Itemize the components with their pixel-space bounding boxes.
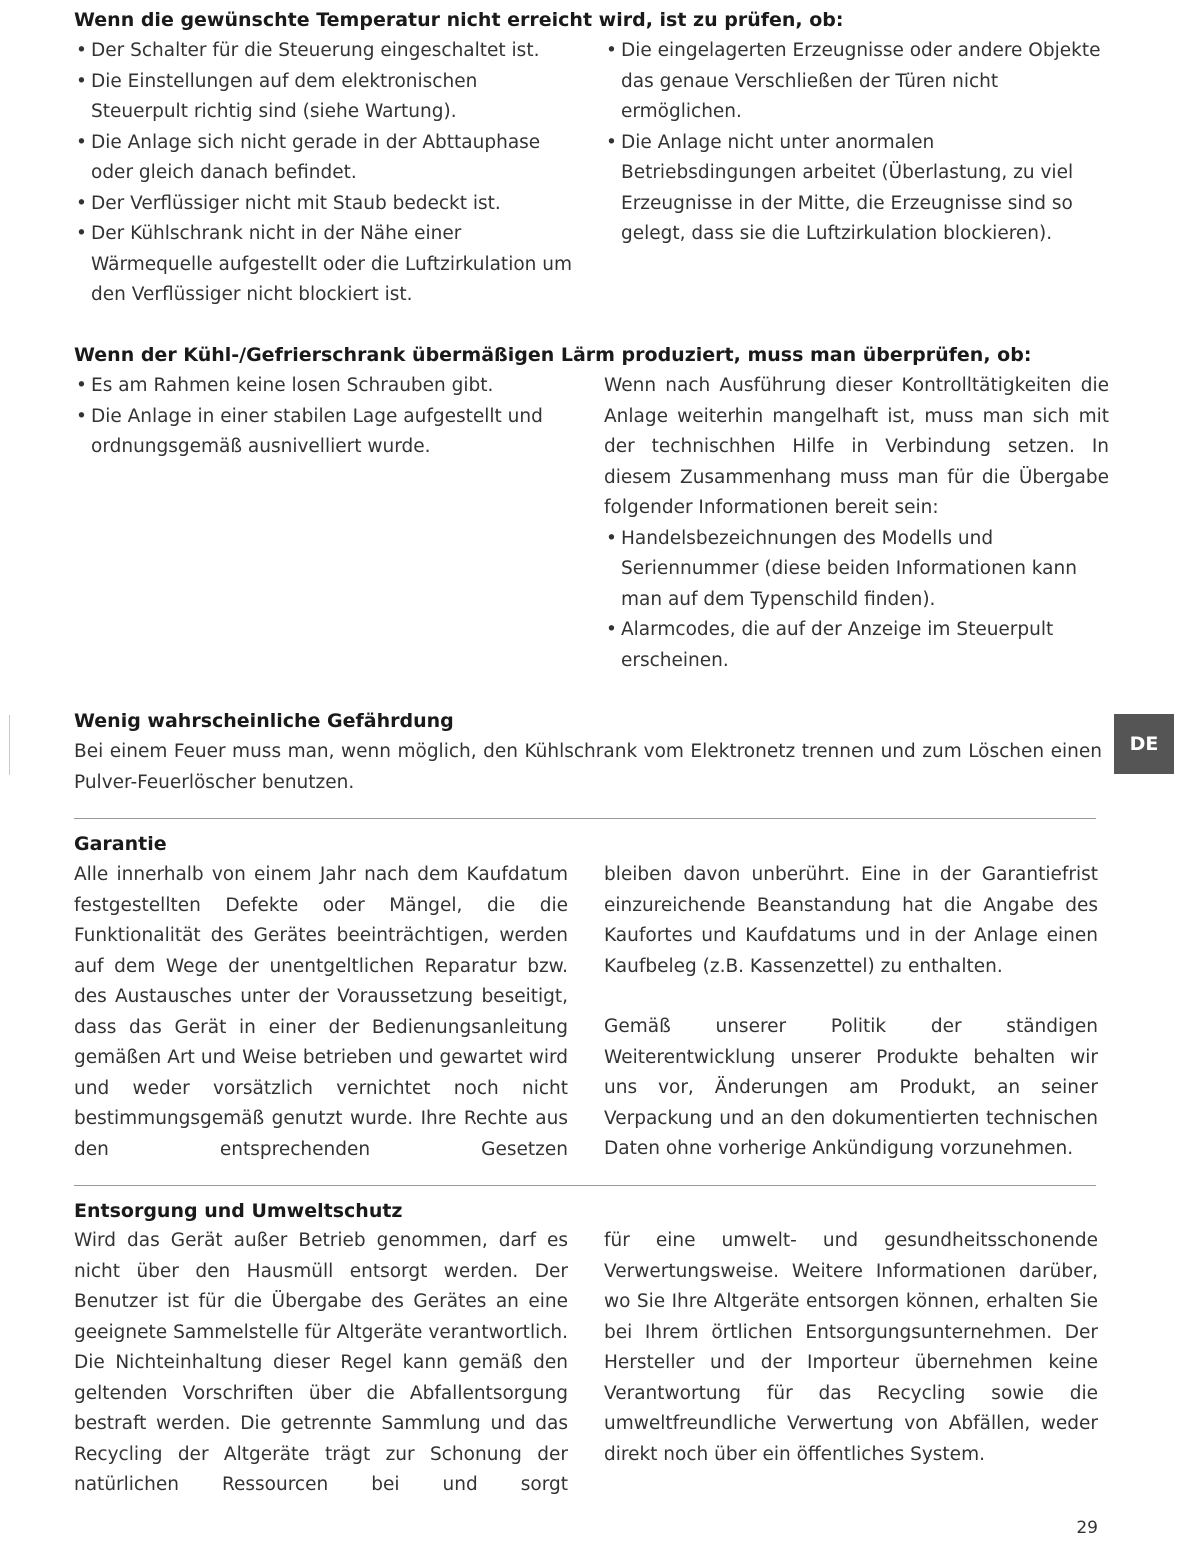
list-item: • Die Einstellungen auf dem elektronischen Steuerpult richtig sind (siehe Wartung). — [74, 67, 574, 128]
list-item: • Alarmcodes, die auf der Anzeige im Steuerpult erscheinen. — [604, 615, 1109, 676]
divider — [74, 818, 1096, 819]
heading-noise: Wenn der Kühl-/Gefrierschrank übermäßigen Lärm produziert, muss man überprüfen, ob: — [74, 344, 1032, 366]
warranty-policy-paragraph: Gemäß unserer Politik der ständigen Weiterentwicklung unserer Produkte behalten wir uns vor, Änderungen am Produkt, an seiner Verpackung und an den dokumentierten technischen Daten ohne vorherige Ankündigung vorzunehmen. — [604, 1016, 1098, 1159]
disposal-text-left: Wird das Gerät außer Betrieb genommen, darf es nicht über den Hausmüll entsorgt werden. Der Benutzer ist für die Übergabe des Gerätes an eine geeignete Sammelstelle für Altgeräte verantwortlich. Die Nichteinhaltung dieser Regel kann gemäß den geltenden Vorschriften über die Abfallentsorgung bestraft werden. Die getrennte Sammlung und das Recycling der Altgeräte trägt zur Schonung der natürlichen Ressourcen bei und sorgt — [74, 1230, 568, 1495]
margin-marker — [9, 715, 10, 775]
warranty-claim-paragraph: bleiben davon unberührt. Eine in der Garantiefrist einzureichende Beanstandung hat die Angabe des Kaufortes und Kaufdatums und in der Anlage einen Kaufbeleg (z.B. Kassenzettel) zu enthalten. — [604, 864, 1098, 977]
list-item: • Die Anlage nicht unter anormalen Betriebsdingungen arbeitet (Überlastung, zu viel Erzeugnisse in der Mitte, die Erzeugnisse sind so gelegt, dass sie die Luftzirkulation blockieren). — [604, 128, 1109, 250]
warranty-text-left: Alle innerhalb von einem Jahr nach dem Kaufdatum festgestellten Defekte oder Mängel, die die Funktionalität des Gerätes beeinträchtigen, werden auf dem Wege der unentgeltlichen Reparatur bzw. des Austausches unter der Voraussetzung beseitigt, dass das Gerät in einer der Bedienungsanleitung gemäßen Art und Weise betrieben und gewartet wird und weder vorsätzlich vernichtet noch nicht bestimmungsgemäß genutzt wurde. Ihre Rechte aus den entsprechenden Gesetzen — [74, 864, 568, 1160]
warranty-text-right — [604, 860, 1098, 1165]
heading-temperature: Wenn die gewünschte Temperatur nicht erreicht wird, ist zu prüfen, ob: — [74, 9, 844, 31]
list-item: • Die eingelagerten Erzeugnisse oder andere Objekte das genaue Verschließen der Türen nicht ermöglichen. — [604, 36, 1109, 128]
list-item: • Es am Rahmen keine losen Schrauben gibt. — [74, 371, 574, 402]
heading-warranty: Garantie — [74, 833, 167, 855]
temperature-checklist-right — [604, 36, 1109, 250]
temperature-checklist-left — [74, 36, 574, 311]
list-item: • Der Verflüssiger nicht mit Staub bedeckt ist. — [74, 189, 574, 220]
language-tab: DE — [1114, 714, 1174, 774]
service-info-list — [604, 524, 1109, 677]
list-item: • Der Kühlschrank nicht in der Nähe einer Wärmequelle aufgestellt oder die Luftzirkulation um den Verflüssiger nicht blockiert ist. — [74, 219, 574, 311]
list-item: • Der Schalter für die Steuerung eingeschaltet ist. — [74, 36, 574, 67]
list-item: • Die Anlage in einer stabilen Lage aufgestellt und ordnungsgemäß ausnivelliert wurde. — [74, 402, 574, 463]
disposal-text-right: für eine umwelt- und gesundheitsschonende Verwertungsweise. Weitere Informationen darüber, wo Sie Ihre Altgeräte entsorgen können, erhalten Sie bei Ihrem örtlichen Entsorgungsunternehmen. Der Hersteller und der Importeur übernehmen keine Verantwortung für das Recycling sowie die umweltfreundliche Verwertung von Abfällen, weder direkt noch über ein öffentliches System. — [604, 1230, 1098, 1465]
divider — [74, 1185, 1096, 1186]
page-number: 29 — [1076, 1518, 1098, 1538]
noise-checklist-left — [74, 371, 574, 463]
noise-right-column — [604, 371, 1109, 676]
list-item: • Die Anlage sich nicht gerade in der Abttauphase oder gleich danach befindet. — [74, 128, 574, 189]
hazard-paragraph: Bei einem Feuer muss man, wenn möglich, den Kühlschrank vom Elektronetz trennen und zum Löschen einen Pulver-Feuerlöscher benutzen. — [74, 741, 1102, 793]
heading-disposal: Entsorgung und Umweltschutz — [74, 1200, 403, 1222]
list-item: • Handelsbezeichnungen des Modells und Seriennummer (diese beiden Informationen kann man auf dem Typenschild finden). — [604, 524, 1109, 616]
service-contact-paragraph: Wenn nach Ausführung dieser Kontrolltätigkeiten die Anlage weiterhin mangelhaft ist, muss man sich mit der technischhen Hilfe in Verbindung setzen. In diesem Zusammenhang muss man für die Übergabe folgender Informationen bereit sein: — [604, 375, 1109, 518]
heading-hazard: Wenig wahrscheinliche Gefährdung — [74, 710, 454, 732]
